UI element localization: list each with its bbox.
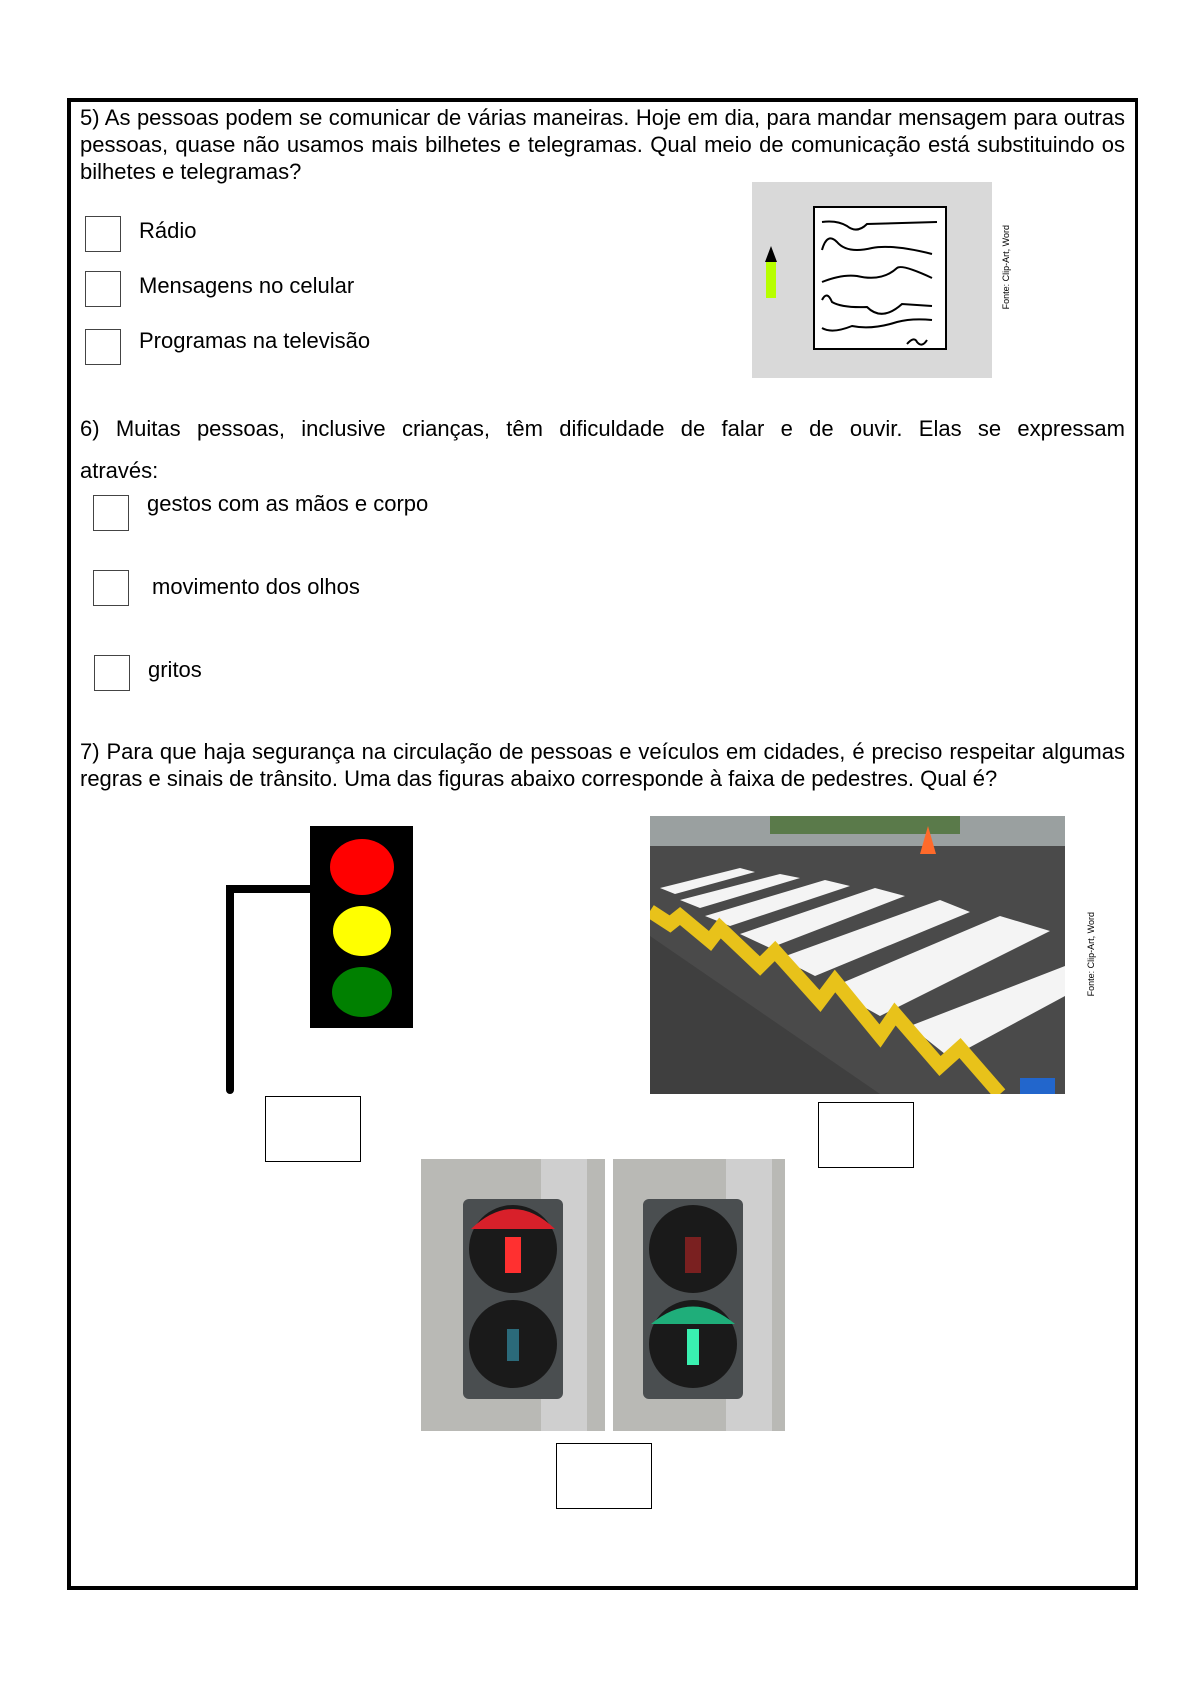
crosswalk-photo	[650, 816, 1065, 1094]
checkbox-gestos[interactable]	[93, 495, 129, 531]
answer-box-traffic-light[interactable]	[265, 1096, 361, 1162]
question-5-text: 5) As pessoas podem se comunicar de várias maneiras. Hoje em dia, para mandar mensagem para outras pessoas, quase não usamos mais bilhetes e telegramas. Qual meio de comunicação está substituindo os bilhetes e telegramas?	[80, 105, 1125, 184]
question-7-text: 7) Para que haja segurança na circulação de pessoas e veículos em cidades, é preciso respeitar algumas regras e sinais de trânsito. Uma das figuras abaixo corresponde à faixa de pedestres. Qual é?	[80, 739, 1125, 791]
pedestrian-lights-photo	[421, 1159, 785, 1431]
option-gestos: gestos com as mãos e corpo	[147, 491, 429, 516]
option-olhos: movimento dos olhos	[152, 574, 360, 599]
answer-box-crosswalk[interactable]	[818, 1102, 914, 1168]
note-clipart-image	[752, 182, 992, 378]
checkbox-programas[interactable]	[85, 329, 121, 365]
question-6-text: 6) Muitas pessoas, inclusive crianças, têm dificuldade de falar e de ouvir. Elas se expressam	[80, 416, 1125, 441]
option-programas: Programas na televisão	[139, 328, 371, 353]
checkbox-gritos[interactable]	[94, 655, 130, 691]
option-radio: Rádio	[139, 218, 197, 243]
question-6-text-cont: através:	[80, 458, 159, 483]
image-source-caption: Fonte: Clip-Art, Word	[1001, 225, 1011, 310]
option-gritos: gritos	[148, 657, 202, 682]
traffic-light-image	[222, 826, 417, 1096]
checkbox-olhos[interactable]	[93, 570, 129, 606]
answer-box-pedestrian-lights[interactable]	[556, 1443, 652, 1509]
option-mensagens: Mensagens no celular	[139, 273, 355, 298]
checkbox-mensagens[interactable]	[85, 271, 121, 307]
image-source-caption: Fonte: Clip-Art, Word	[1086, 912, 1096, 997]
checkbox-radio[interactable]	[85, 216, 121, 252]
